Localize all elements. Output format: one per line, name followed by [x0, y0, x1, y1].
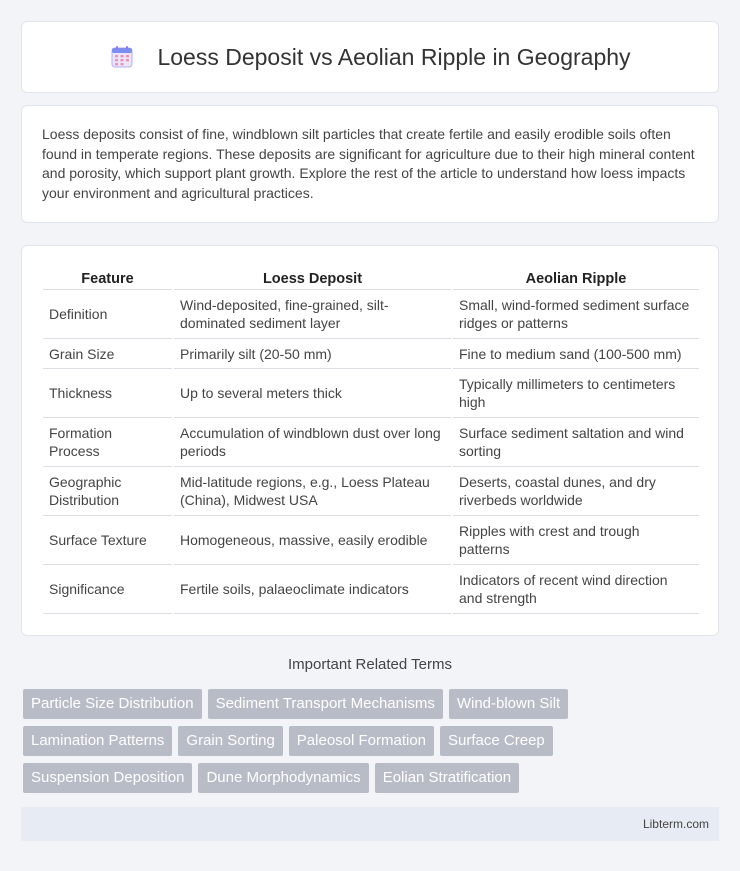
feature-cell: Surface Texture — [43, 516, 172, 565]
loess-cell: Fertile soils, palaeoclimate indicators — [174, 565, 451, 614]
intro-paragraph: Loess deposits consist of fine, windblown silt particles that create fertile and easily erodible soils often found in temperate regions. These deposits are significant for agriculture due to their high mineral content and porosity, which support plant growth. Explore the rest of the article to understand how loess impacts your environment and agricultural practices. — [42, 126, 695, 201]
ripple-cell: Indicators of recent wind direction and strength — [453, 565, 699, 614]
table-row — [43, 516, 699, 565]
footer-site-link[interactable]: Libterm.com — [642, 817, 709, 831]
related-terms-list — [23, 689, 723, 800]
feature-cell: Formation Process — [43, 418, 172, 467]
ripple-cell: Deserts, coastal dunes, and dry riverbeds worldwide — [453, 467, 699, 516]
related-term-tag[interactable]: Dune Morphodynamics — [198, 763, 368, 793]
ripple-cell: Typically millimeters to centimeters high — [453, 369, 699, 418]
comparison-table-card — [21, 245, 719, 636]
page-title: Loess Deposit vs Aeolian Ripple in Geography — [157, 43, 631, 70]
table-row — [43, 418, 699, 467]
calendar-icon — [109, 44, 135, 70]
ripple-cell: Small, wind-formed sediment surface ridges or patterns — [453, 290, 699, 339]
related-term-tag[interactable]: Sediment Transport Mechanisms — [208, 689, 443, 719]
column-header: Aeolian Ripple — [453, 264, 699, 290]
related-term-tag[interactable]: Eolian Stratification — [375, 763, 519, 793]
loess-cell: Accumulation of windblown dust over long periods — [174, 418, 451, 467]
loess-cell: Mid-latitude regions, e.g., Loess Plateau (China), Midwest USA — [174, 467, 451, 516]
ripple-cell: Fine to medium sand (100-500 mm) — [453, 339, 699, 369]
feature-cell: Significance — [43, 565, 172, 614]
column-header: Loess Deposit — [174, 264, 451, 290]
table-header-row — [43, 264, 699, 290]
feature-cell: Geographic Distribution — [43, 467, 172, 516]
tag-row — [23, 726, 723, 756]
related-term-tag[interactable]: Lamination Patterns — [23, 726, 172, 756]
related-term-tag[interactable]: Paleosol Formation — [289, 726, 434, 756]
tag-row — [23, 763, 723, 793]
ripple-cell: Ripples with crest and trough patterns — [453, 516, 699, 565]
loess-cell: Wind-deposited, fine-grained, silt-dominated sediment layer — [174, 290, 451, 339]
related-term-tag[interactable]: Grain Sorting — [178, 726, 282, 756]
table-row — [43, 565, 699, 614]
feature-cell: Definition — [43, 290, 172, 339]
table-row — [43, 369, 699, 418]
related-term-tag[interactable]: Wind-blown Silt — [449, 689, 568, 719]
feature-cell: Thickness — [43, 369, 172, 418]
ripple-cell: Surface sediment saltation and wind sorting — [453, 418, 699, 467]
header-card — [21, 21, 719, 93]
loess-cell: Homogeneous, massive, easily erodible — [174, 516, 451, 565]
related-term-tag[interactable]: Suspension Deposition — [23, 763, 192, 793]
loess-cell: Primarily silt (20-50 mm) — [174, 339, 451, 369]
table-row — [43, 339, 699, 369]
related-term-tag[interactable]: Surface Creep — [440, 726, 553, 756]
table-row — [43, 290, 699, 339]
loess-cell: Up to several meters thick — [174, 369, 451, 418]
footer — [21, 807, 719, 841]
intro-card — [21, 105, 719, 223]
comparison-table — [41, 264, 701, 614]
column-header: Feature — [43, 264, 172, 290]
related-term-tag[interactable]: Particle Size Distribution — [23, 689, 202, 719]
related-terms-title: Important Related Terms — [288, 656, 452, 673]
table-row — [43, 467, 699, 516]
feature-cell: Grain Size — [43, 339, 172, 369]
tag-row — [23, 689, 723, 719]
